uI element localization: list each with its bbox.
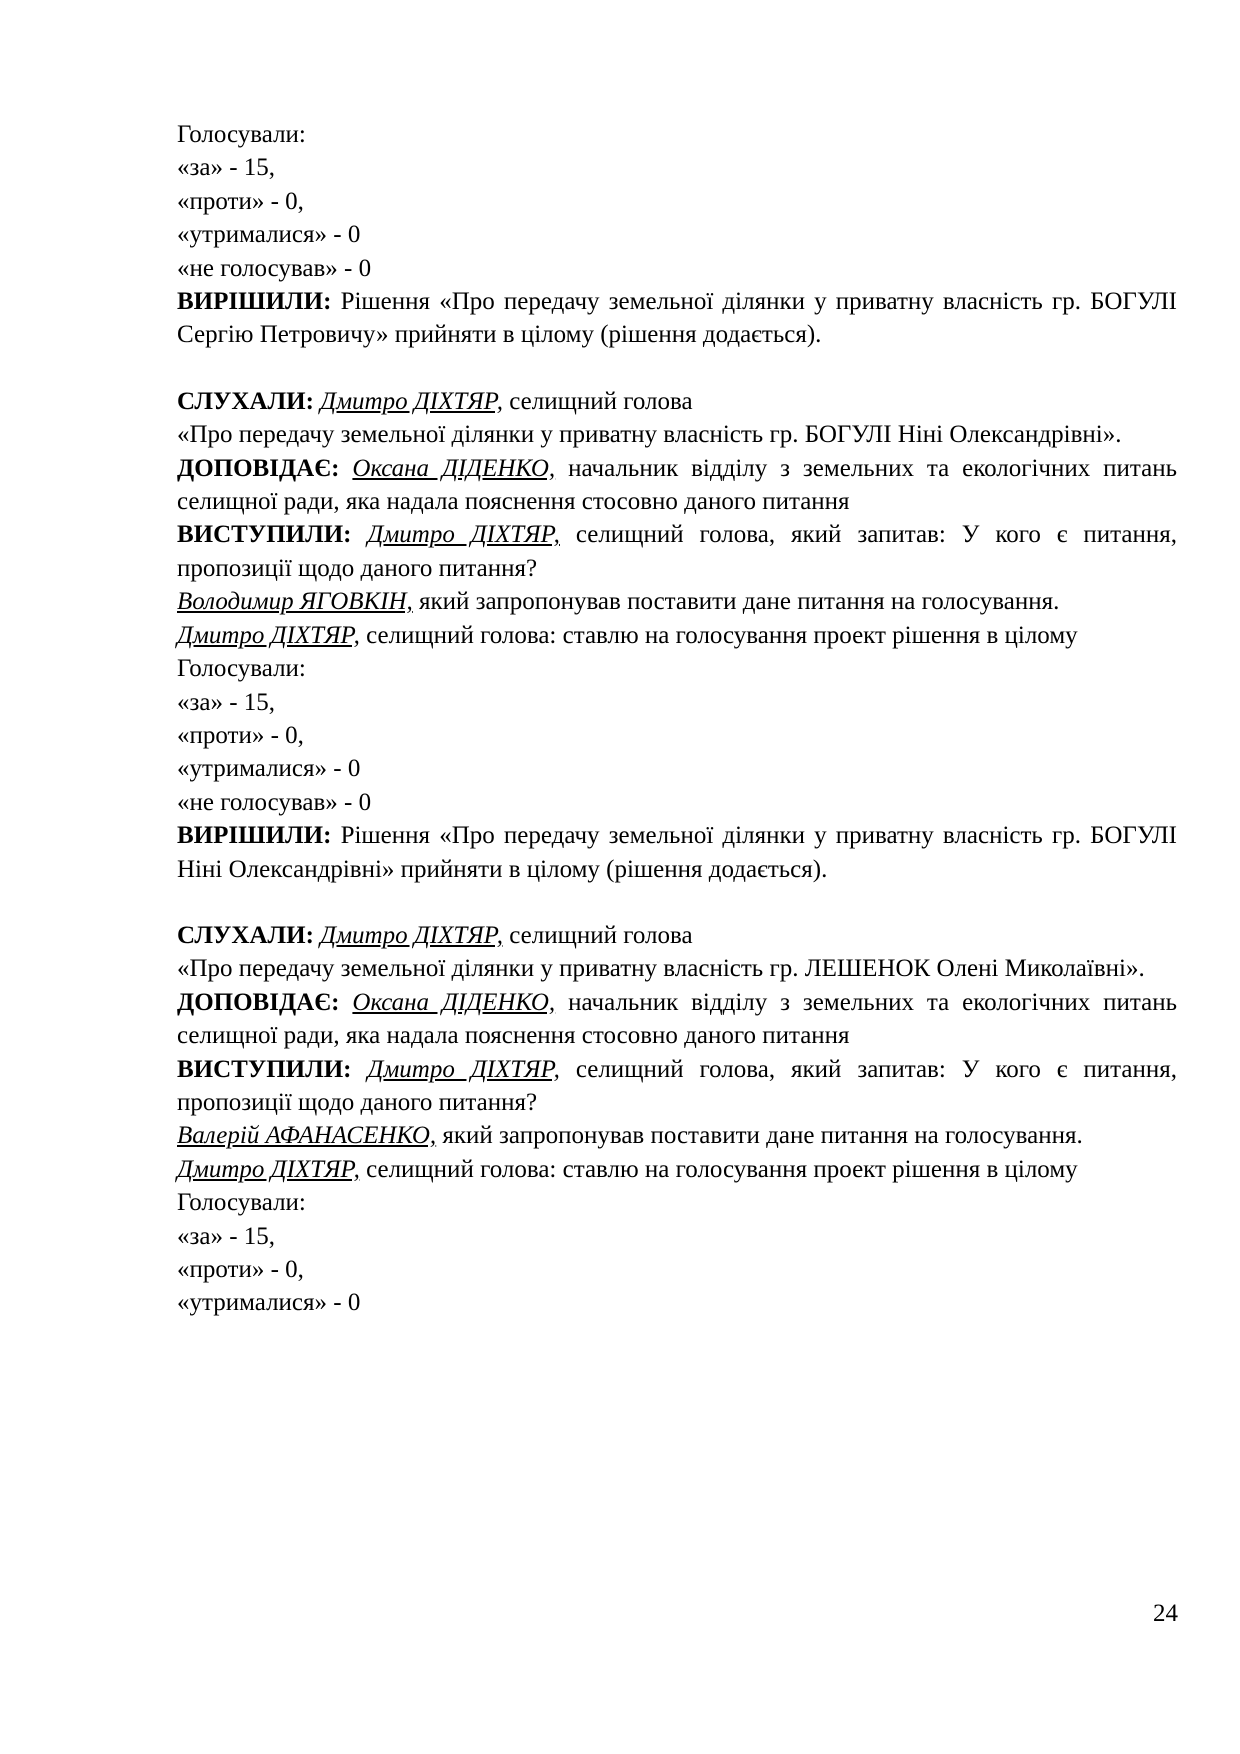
heard-role: селищний голова: [503, 921, 693, 949]
proposer-person: Володимир ЯГОВКІН,: [177, 588, 413, 616]
vote-for: «за» - 15,: [177, 1222, 276, 1250]
chair-text: селищний голова: ставлю на голосування проект рішення в цілому: [359, 1155, 1078, 1183]
proposer-paragraph: [177, 1119, 1177, 1152]
vote-abstained: «утрималися» - 0: [177, 755, 361, 783]
reports-text: начальник відділу з земельних та екологічних питань селищної ради, яка надала пояснення стосовно даного питання: [177, 454, 1178, 516]
proposer-person: Валерій АФАНАСЕНКО,: [177, 1122, 437, 1150]
vote-against: «проти» - 0,: [177, 187, 304, 215]
vote-not-voted: «не голосував» - 0: [177, 254, 372, 282]
vote-abstained: «утрималися» - 0: [177, 1289, 361, 1317]
proposer-paragraph: [177, 585, 1177, 618]
decided-label: ВИРІШИЛИ:: [177, 288, 332, 316]
paragraph-gap: [177, 352, 1177, 385]
spoke-label: ВИСТУПИЛИ:: [177, 521, 352, 549]
chair-paragraph: [177, 619, 1177, 652]
chair-person: Дмитро ДІХТЯР,: [177, 621, 360, 649]
spoke-text: селищний голова, який запитав: У кого є питання, пропозиції щодо даного питання?: [177, 521, 1178, 582]
vote-against: «проти» - 0,: [177, 721, 304, 749]
spoke-paragraph: [177, 518, 1177, 585]
heard-paragraph: [177, 919, 1177, 952]
decision-paragraph: [177, 285, 1177, 352]
spoke-person: Дмитро ДІХТЯР,: [367, 521, 560, 549]
heard-paragraph: [177, 385, 1177, 418]
heard-label: СЛУХАЛИ:: [177, 921, 314, 949]
vote-for: «за» - 15,: [177, 688, 276, 716]
heard-role: селищний голова: [503, 387, 693, 415]
agenda-item-continued: [177, 118, 1177, 352]
heard-person: Дмитро ДІХТЯР,: [320, 921, 503, 949]
decided-text: Рішення «Про передачу земельної ділянки у приватну власність гр. БОГУЛІ Ніні Олександрівні» прийняти в цілому (рішення додається).: [177, 822, 1177, 883]
vote-not-voted: «не голосував» - 0: [177, 788, 372, 816]
paragraph-gap: [177, 886, 1177, 919]
reports-paragraph: [177, 452, 1177, 519]
heard-label: СЛУХАЛИ:: [177, 387, 314, 415]
decided-label: ВИРІШИЛИ:: [177, 822, 332, 850]
voted-label: Голосували:: [177, 121, 306, 148]
reports-label: ДОПОВІДАЄ:: [177, 988, 340, 1016]
agenda-item: [177, 385, 1177, 886]
vote-against: «проти» - 0,: [177, 1256, 304, 1283]
proposer-text: який запропонував поставити дане питання на голосування.: [412, 588, 1060, 616]
reports-person: Оксана ДІДЕНКО,: [352, 988, 556, 1016]
item-title: «Про передачу земельної ділянки у приватну власність гр. ЛЕШЕНОК Олені Миколаївні».: [177, 955, 1145, 983]
chair-text: селищний голова: ставлю на голосування проект рішення в цілому: [359, 621, 1078, 649]
spoke-label: ВИСТУПИЛИ:: [177, 1055, 352, 1083]
chair-paragraph: [177, 1153, 1177, 1186]
proposer-text: який запропонував поставити дане питання на голосування.: [436, 1122, 1083, 1150]
decided-text: Рішення «Про передачу земельної ділянки у приватну власність гр. БОГУЛІ Сергію Петровичу» прийняти в цілому (рішення додається).: [177, 288, 1177, 349]
document-page: [177, 118, 1177, 1320]
reports-text: начальник відділу з земельних та екологічних питань селищної ради, яка надала пояснення стосовно даного питання: [177, 988, 1178, 1050]
page-number: 24: [1153, 1600, 1178, 1627]
voted-label: Голосували:: [177, 655, 306, 683]
vote-abstained: «утрималися» - 0: [177, 221, 361, 249]
spoke-text: селищний голова, який запитав: У кого є питання, пропозиції щодо даного питання?: [177, 1055, 1178, 1116]
voted-label: Голосували:: [177, 1189, 306, 1217]
item-title: «Про передачу земельної ділянки у приватну власність гр. БОГУЛІ Ніні Олександрівні».: [177, 421, 1122, 449]
reports-paragraph: [177, 986, 1177, 1053]
reports-label: ДОПОВІДАЄ:: [177, 454, 340, 482]
chair-person: Дмитро ДІХТЯР,: [177, 1155, 360, 1183]
spoke-person: Дмитро ДІХТЯР,: [367, 1055, 560, 1083]
heard-person: Дмитро ДІХТЯР,: [320, 387, 503, 415]
vote-for: «за» - 15,: [177, 154, 276, 182]
decision-paragraph: [177, 819, 1177, 886]
reports-person: Оксана ДІДЕНКО,: [352, 454, 556, 482]
spoke-paragraph: [177, 1053, 1177, 1120]
agenda-item: [177, 919, 1177, 1320]
